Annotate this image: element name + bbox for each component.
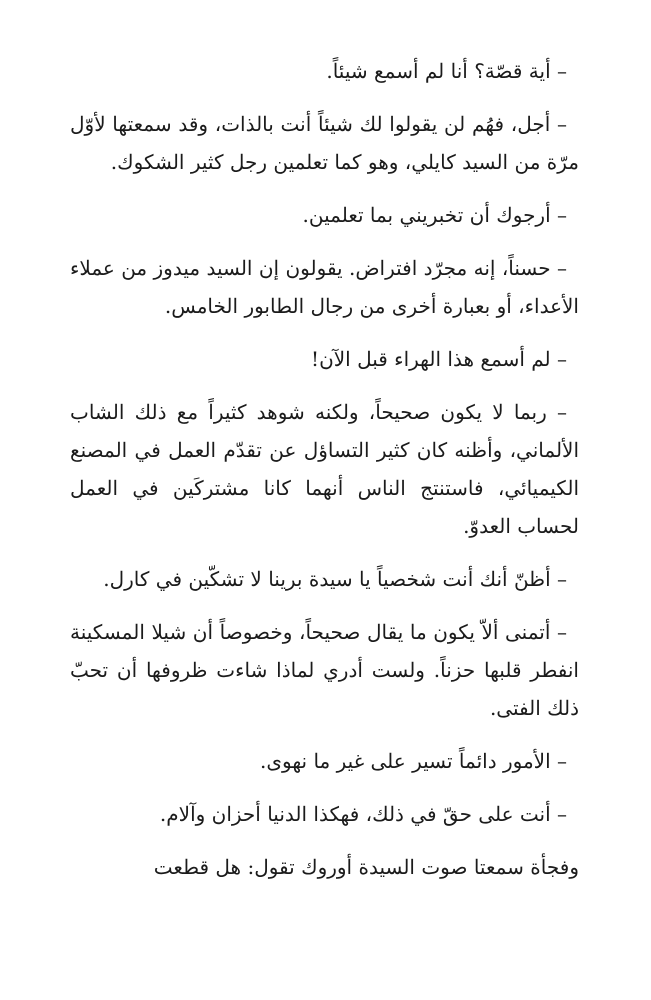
dialogue-paragraph-6: – ربما لا يكون صحيحاً، ولكنه شوهد كثيراً مع ذلك الشاب الألماني، وأظنه كان كثير التساؤل عن تقدّم العمل في المصنع الكيميائي، فاستنتج الناس أنهما كانا مشتركَين في العمل لحساب العدوّ. xyxy=(70,400,579,538)
dialogue-paragraph-1: – أية قصّة؟ أنا لم أسمع شيئاً. xyxy=(326,59,567,83)
dialogue-paragraph-7: – أظنّ أنك أنت شخصياً يا سيدة برينا لا تشكّين في كارل. xyxy=(103,567,567,591)
dialogue-paragraph-4: – حسناً، إنه مجرّد افتراض. يقولون إن السيد ميدوز من عملاء الأعداء، أو بعبارة أخرى من رجال الطابور الخامس. xyxy=(70,256,579,318)
dialogue-paragraph-3: – أرجوك أن تخبريني بما تعلمين. xyxy=(302,203,567,227)
dialogue-paragraph-8: – أتمنى ألاّ يكون ما يقال صحيحاً، وخصوصاً أن شيلا المسكينة انفطر قلبها حزناً. ولست أدري لماذا شاءت ظروفها أن تحبّ ذلك الفتى. xyxy=(70,620,579,720)
dialogue-paragraph-10: – أنت على حقّ في ذلك، فهكذا الدنيا أحزان وآلام. xyxy=(159,802,567,826)
narrative-paragraph: وفجأة سمعتا صوت السيدة أوروك تقول: هل قطعت xyxy=(153,855,579,879)
dialogue-paragraph-2: – أجل، فهُم لن يقولوا لك شيئاً أنت بالذات، وقد سمعتها لأوّل مرّة من السيد كايلي، وهو كما تعلمين رجل كثير الشكوك. xyxy=(70,112,579,174)
dialogue-paragraph-9: – الأمور دائماً تسير على غير ما نهوى. xyxy=(259,749,567,773)
dialogue-paragraph-5: – لم أسمع هذا الهراء قبل الآن! xyxy=(311,347,567,371)
page-body xyxy=(70,52,579,1000)
